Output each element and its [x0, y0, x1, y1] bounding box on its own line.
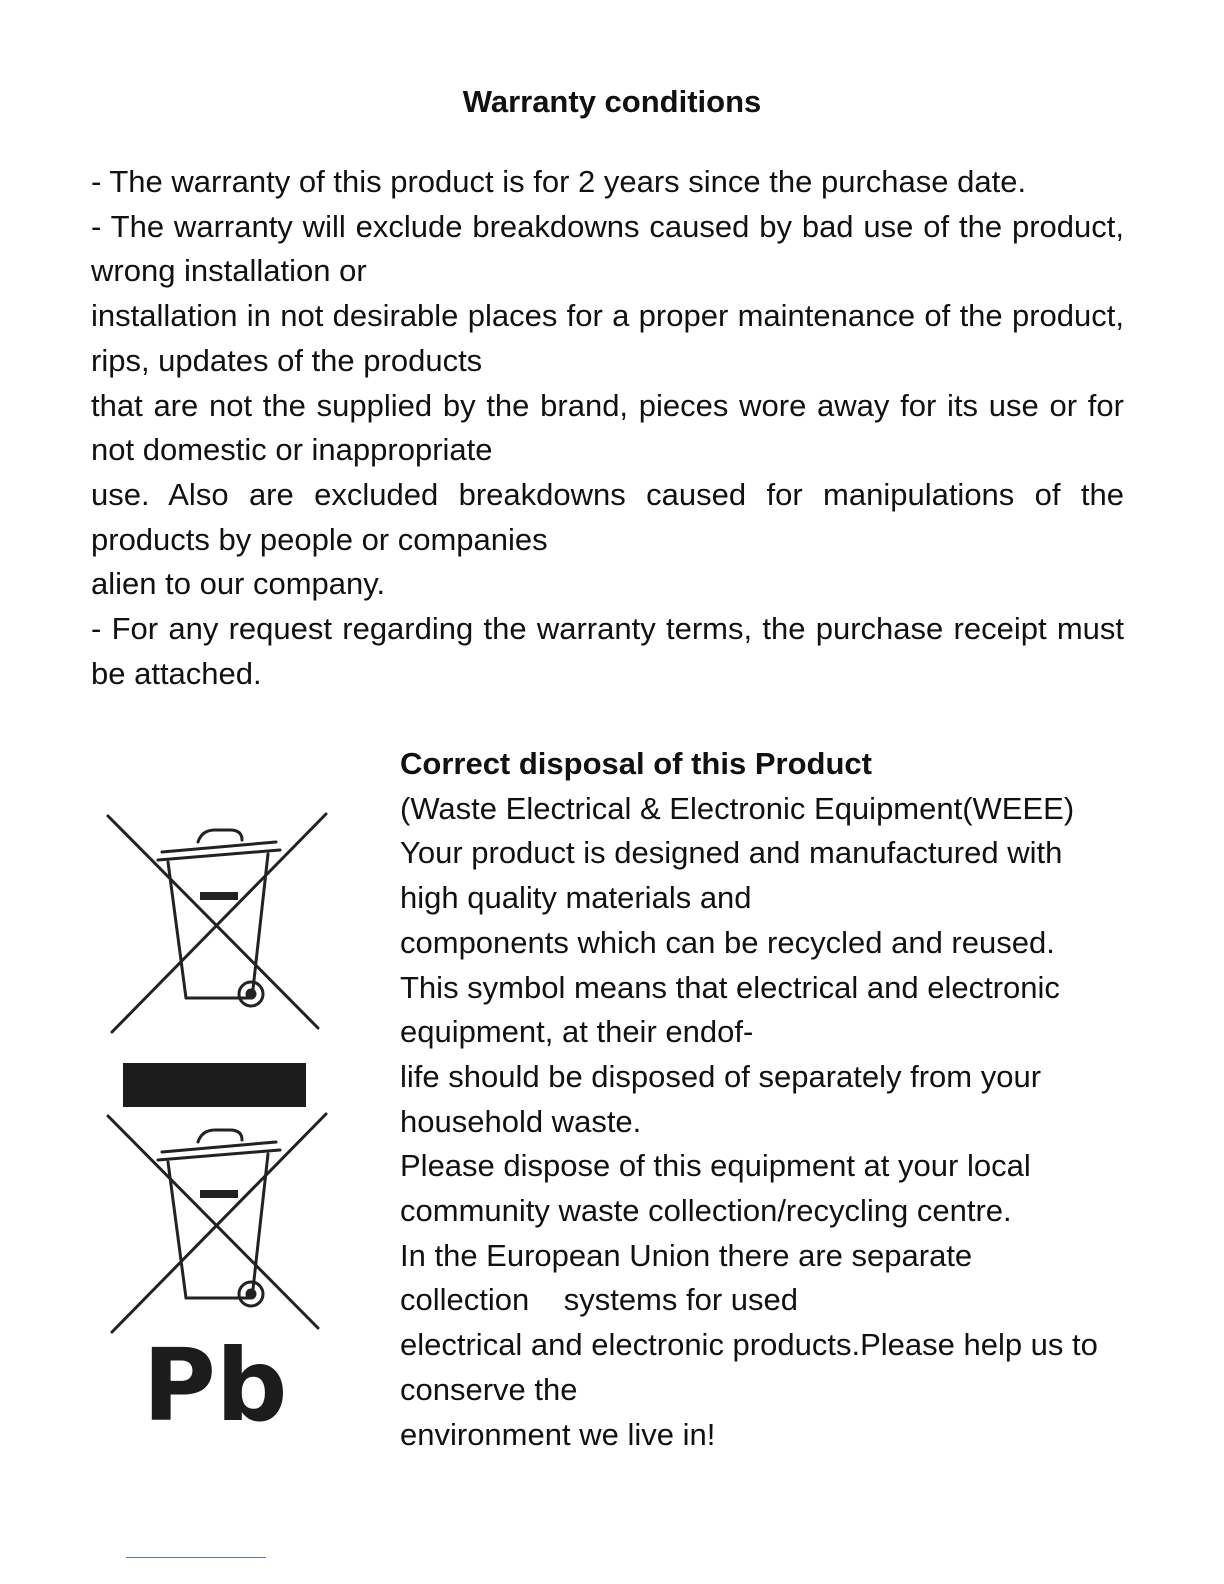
warranty-paragraph: that are not the supplied by the brand, pieces wore away for its use or for not domestic or inappropriate — [91, 387, 1124, 468]
crossed-out-wheelie-bin-icon — [108, 1114, 326, 1332]
lead-pb-label: Pb — [142, 1327, 288, 1440]
disposal-section — [400, 742, 1124, 1457]
warranty-paragraph: alien to our company. — [91, 566, 386, 602]
warranty-conditions — [91, 160, 1124, 696]
warranty-paragraph: installation in not desirable places for a proper maintenance of the product, rips, updates of the products — [91, 298, 1124, 378]
warranty-paragraph: - For any request regarding the warranty terms, the purchase receipt must be attached. — [91, 611, 1124, 691]
disposal-heading: Correct disposal of this Product — [400, 746, 872, 781]
weee-disposal-symbol — [90, 790, 340, 1440]
disposal-line: life should be disposed of separately from your household waste. — [400, 1058, 1042, 1139]
warranty-paragraph: use. Also are excluded breakdowns caused for manipulations of the products by people or companies — [91, 476, 1124, 557]
disposal-line: components which can be recycled and reused. — [400, 924, 1055, 960]
warranty-paragraph: - The warranty of this product is for 2 years since the purchase date. — [91, 164, 1027, 199]
separate-collection-bar — [123, 1063, 306, 1107]
footer-rule — [126, 1557, 266, 1558]
disposal-line: Your product is designed and manufactured with high quality materials and — [400, 835, 1063, 916]
warranty-title: Warranty conditions — [462, 84, 762, 119]
disposal-line: (Waste Electrical & Electronic Equipment(WEEE) — [400, 790, 1075, 826]
disposal-line: electrical and electronic products.Please help us to conserve the — [400, 1327, 1098, 1407]
disposal-line: In the European Union there are separate — [400, 1237, 973, 1273]
disposal-line: environment we live in! — [400, 1416, 716, 1452]
collection-rest: systems for used — [563, 1282, 799, 1318]
crossed-out-wheelie-bin-icon — [108, 814, 326, 1032]
disposal-line: Please dispose of this equipment at your local community waste collection/recycling centre. — [400, 1148, 1031, 1229]
warranty-paragraph: - The warranty will exclude breakdowns caused by bad use of the product, wrong installation or — [91, 208, 1124, 289]
disposal-line — [400, 1278, 1124, 1323]
collection-word: collection — [400, 1282, 530, 1318]
disposal-line: This symbol means that electrical and electronic equipment, at their endof- — [400, 969, 1060, 1050]
